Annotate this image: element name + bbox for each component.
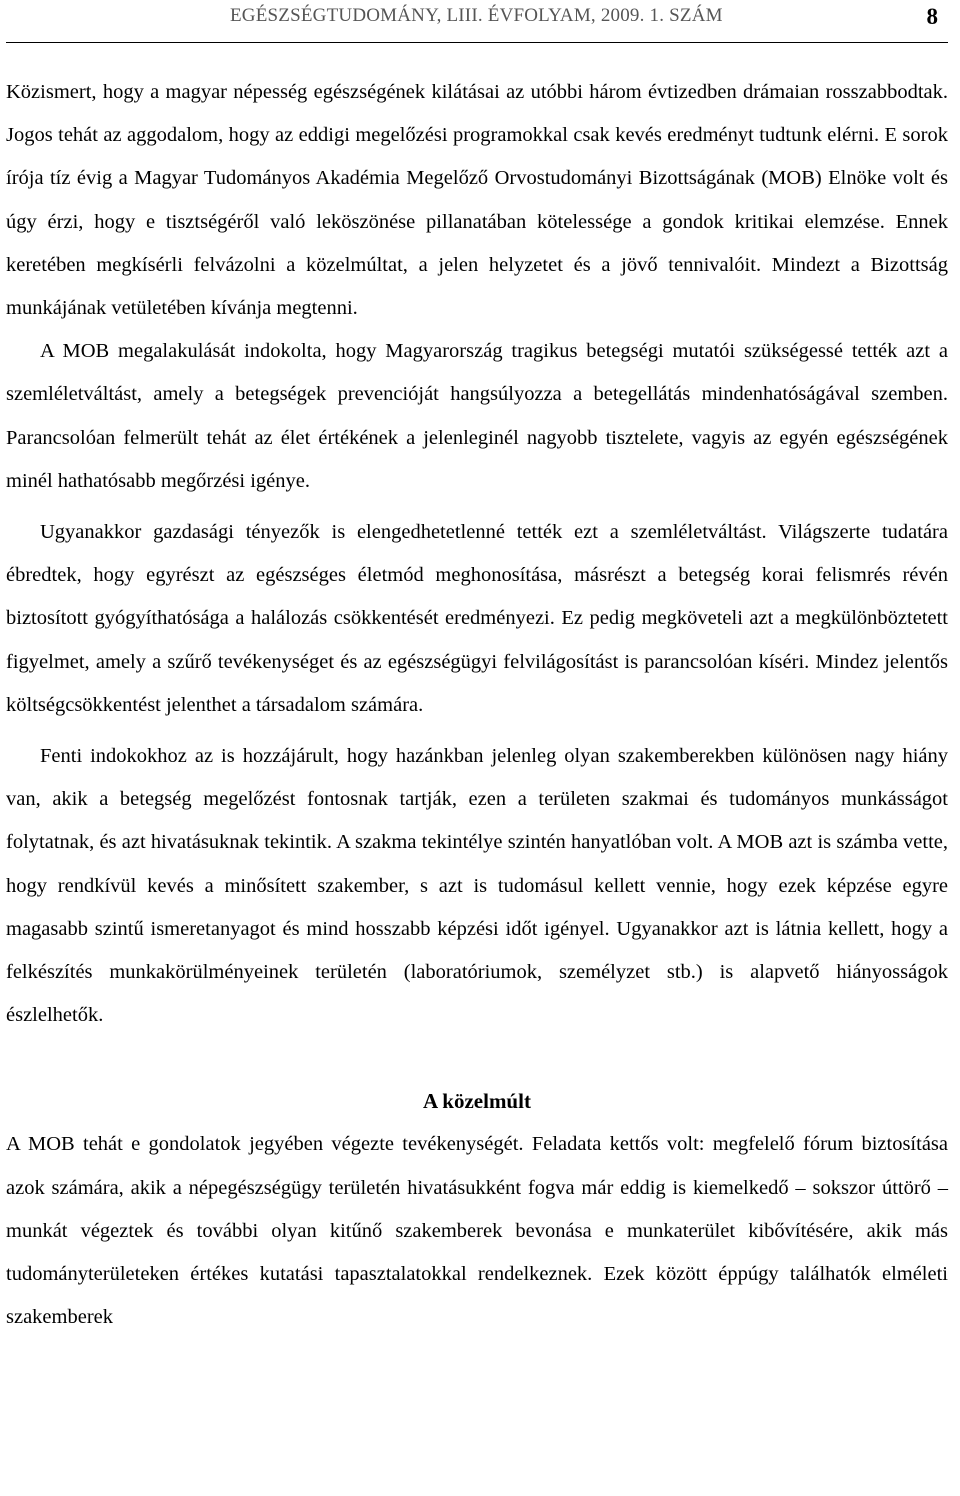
page-number: 8: [926, 4, 938, 29]
paragraph-gap: [6, 503, 948, 511]
section-paragraph: A MOB tehát e gondolatok jegyében végezte tevékenységét. Feladata kettős volt: megfelelő fórum biztosítása azok számára, akik a népegészségügy területén hivatásukként fogva már eddig is kiemelkedő – sokszor úttörő – munkát végeztek és további olyan kitűnő szakemberek bevonása e munkaterület kibővítésére, akik más tudományterületeken értékes kutatási tapasztalatokkal rendelkeznek. Ezek között éppúgy találhatók elméleti szakemberek: [6, 1133, 948, 1329]
paragraph-3: Ugyanakkor gazdasági tényezők is elengedhetetlenné tették ezt a szemléletváltást. Világszerte tudatára ébredtek, hogy egyrészt az egészséges életmód meghonosítása, másrészt a betegség korai felismrés révén biztosított gyógyíthatósága a halálozás csökkentését eredményezi. Ez pedig megköveteli azt a megkülönböztetett figyelmet, amely a szűrő tevékenységet és az egészségügyi felvilágosítást is parancsolóan kíséri. Mindez jelentős költségcsökkentést jelenthet a társadalom számára.: [6, 521, 948, 716]
paragraph-gap: [6, 727, 948, 735]
paragraph-1: Közismert, hogy a magyar népesség egészségének kilátásai az utóbbi három évtizedben drámaian rosszabbodtak. Jogos tehát az aggodalom, hogy az eddigi megelőzési programokkal csak kevés eredményt tudtunk elérni. E sorok írója tíz évig a Magyar Tudományos Akadémia Megelőző Orvostudományi Bizottságának (MOB) Elnöke volt és úgy érzi, hogy e tisztségéről való leköszönése pillanatában kötelessége a gondok kritikai elemzése. Ennek keretében megkísérli felvázolni a közelmúltat, a jelen helyzetet és a jövő tennivalóit. Mindezt a Bizottság munkájának vetületében kívánja megtenni.: [6, 81, 948, 320]
paragraph-4: Fenti indokokhoz az is hozzájárult, hogy hazánkban jelenleg olyan szakemberekben különösen nagy hiány van, akik a betegség megelőzést fontosnak tartják, ezen a területen szakmai és tudományos munkásságot folytatnak, és azt hivatásuknak tekintik. A szakma tekintélye szintén hanyatlóban volt. A MOB azt is számba vette, hogy rendkívül kevés a minősített szakember, s azt is tudomásul kellett vennie, hogy ezek képzése egyre magasabb szintű ismeretanyagot és mind hosszabb képzési időt igényel. Ugyanakkor azt is látnia kellett, hogy a felkészítés munkakörülményeinek területén (laboratóriumok, személyzet stb.) is alapvető hiányosságok észlelhetők.: [6, 745, 948, 1027]
paragraph-2: A MOB megalakulását indokolta, hogy Magyarország tragikus betegségi mutatói szükségessé tették azt a szemléletváltást, amely a betegségek prevencióját hangsúlyozza a betegellátás mindenhatóságával szemben. Parancsolóan felmerült tehát az élet értékének a jelenleginél nagyobb tisztelete, vagyis az egyén egészségének minél hathatósabb megőrzési igénye.: [6, 340, 948, 492]
article-body: [6, 71, 948, 1339]
section-heading: A közelmúlt: [423, 1089, 531, 1114]
running-header: [6, 0, 948, 43]
journal-title: EGÉSZSÉGTUDOMÁNY, LIII. ÉVFOLYAM, 2009. 1. SZÁM: [230, 5, 723, 26]
